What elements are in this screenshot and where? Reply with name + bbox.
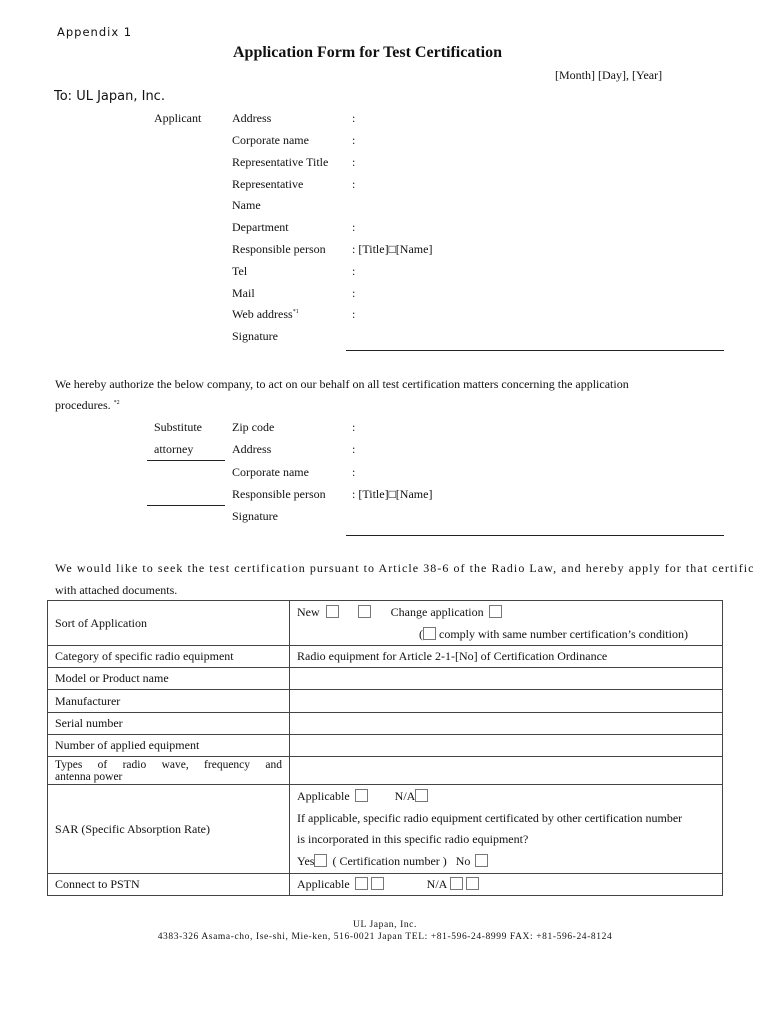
new-label: New [297,605,320,619]
category-value: Radio equipment for Article 2-1-[No] of Certification Ordinance [290,646,723,668]
serial-input[interactable] [290,713,723,735]
types-label-line2: antenna power [55,770,123,783]
types-label-line1: Types of radio wave, frequency and [55,758,282,771]
table-row [48,757,723,785]
field-label-representative-name-1: Representative [232,177,304,191]
field-label-web-address [232,307,299,322]
field-label-corporate-name: Corporate name [232,133,309,147]
comply-row [419,627,688,642]
field-label-responsible-person: Responsible person [232,242,326,256]
types-label-cell [48,757,290,785]
attorney-label-underline [147,460,225,461]
table-row [48,735,723,757]
category-label: Category of specific radio equipment [48,646,290,668]
field-label-representative-name-2: Name [232,198,261,212]
colon: : [352,307,356,321]
sar-yes-label: Yes [297,853,315,868]
colon: : [352,111,356,125]
pstn-na-label: N/A [426,877,447,891]
colon: : [352,133,356,147]
attorney-signature-line[interactable] [346,535,724,536]
pstn-applicable-checkbox-1[interactable] [355,877,368,890]
pstn-na-checkbox-2[interactable] [466,877,479,890]
footnote-mark-1: *1 [292,309,299,315]
sar-na-label: N/A [394,789,416,803]
sar-question-line1: If applicable, specific radio equipment certificated by other certification number [297,810,683,825]
footer-address: 4383-326 Asama-cho, Ise-shi, Mie-ken, 516-0021 Japan TEL: +81-596-24-8999 FAX: +81-596-24-8124 [157,932,613,942]
attorney-responsible-value: : [Title]□[Name] [352,487,433,501]
pstn-na-checkbox-1[interactable] [450,877,463,890]
attorney-label: attorney [154,442,194,456]
number-label: Number of applied equipment [48,735,290,757]
sar-value-cell [290,785,723,874]
colon: : [352,177,356,191]
sar-no-label: No [455,853,471,868]
comply-text: comply with same number certification’s condition) [439,627,688,641]
model-label: Model or Product name [48,668,290,690]
sar-no-checkbox[interactable] [475,854,488,867]
field-label-signature: Signature [232,329,278,343]
colon: : [352,286,356,300]
colon: : [352,155,356,169]
sort-value-cell [290,601,723,646]
new-checkbox[interactable] [326,605,339,618]
seek-text-line1: We would like to seek the test certification pursuant to Article 38-6 of the Radio Law, and hereby apply for that certific [55,561,755,575]
table-row [48,690,723,713]
field-label-representative-title: Representative Title [232,155,329,169]
field-label-mail: Mail [232,286,255,300]
authorize-text-line2-body: procedures. [55,398,111,412]
manufacturer-input[interactable] [290,690,723,713]
sort-label: Sort of Application [55,615,147,630]
sar-applicable-row [297,786,715,808]
table-row [48,785,723,874]
table-row [48,874,723,896]
sar-cert-number: ( Certification number ) [332,853,447,868]
authorize-text-line2 [55,398,120,413]
sar-label: SAR (Specific Absorption Rate) [48,785,290,874]
date-placeholder: [Month] [Day], [Year] [555,68,663,82]
colon: : [352,442,356,456]
attorney-field-signature: Signature [232,509,278,523]
sar-applicable-label: Applicable [297,789,350,803]
attorney-field-corporate-name: Corporate name [232,465,309,479]
applicant-label: Applicant [154,111,202,125]
colon: : [352,264,356,278]
table-row [48,646,723,668]
applicant-signature-line[interactable] [346,350,724,351]
manufacturer-label: Manufacturer [48,690,290,713]
serial-label: Serial number [48,713,290,735]
pstn-applicable-checkbox-2[interactable] [371,877,384,890]
model-input[interactable] [290,668,723,690]
types-input[interactable] [290,757,723,785]
colon: : [352,420,356,434]
authorize-text-line1: We hereby authorize the below company, to act on our behalf on all test certification matters concerning the application [55,377,629,391]
attorney-field-zip: Zip code [232,420,275,434]
recipient: To: UL Japan, Inc. [54,89,165,104]
sort-options-row [297,605,502,620]
sar-applicable-checkbox[interactable] [355,789,368,802]
table-row [48,713,723,735]
sar-question-line2: is incorporated in this specific radio equipment? [297,832,529,846]
web-address-text: Web address [232,307,293,321]
footer-company: UL Japan, Inc. [353,920,417,930]
field-label-tel: Tel [232,264,248,278]
responsible-person-value: : [Title]□[Name] [352,242,433,256]
substitute-label: Substitute [154,420,203,434]
change-application-checkbox[interactable] [489,605,502,618]
pstn-value-cell [290,874,723,896]
sar-yes-no-row [297,851,715,873]
appendix-label: Appendix 1 [57,25,133,39]
field-label-department: Department [232,220,289,234]
comply-open-paren: ( [419,627,423,641]
attorney-field-address: Address [232,442,272,456]
seek-text-line2: with attached documents. [55,583,178,597]
sar-yes-checkbox[interactable] [314,854,327,867]
pstn-label: Connect to PSTN [48,874,290,896]
colon: : [352,220,356,234]
application-table [47,600,723,896]
table-row [48,601,723,646]
pstn-applicable-label: Applicable [297,877,350,891]
field-label-address: Address [232,111,272,125]
attorney-field-responsible: Responsible person [232,487,326,501]
change-application-label: Change application [390,605,484,619]
number-input[interactable] [290,735,723,757]
comply-checkbox[interactable] [423,627,436,640]
extra-checkbox[interactable] [358,605,371,618]
page-title: Application Form for Test Certification [233,44,503,61]
sar-na-checkbox[interactable] [415,789,428,802]
table-row [48,668,723,690]
sort-label-cell [48,601,290,646]
attorney-label-line [147,505,225,506]
footnote-mark-2: *2 [113,400,120,406]
colon: : [352,465,356,479]
